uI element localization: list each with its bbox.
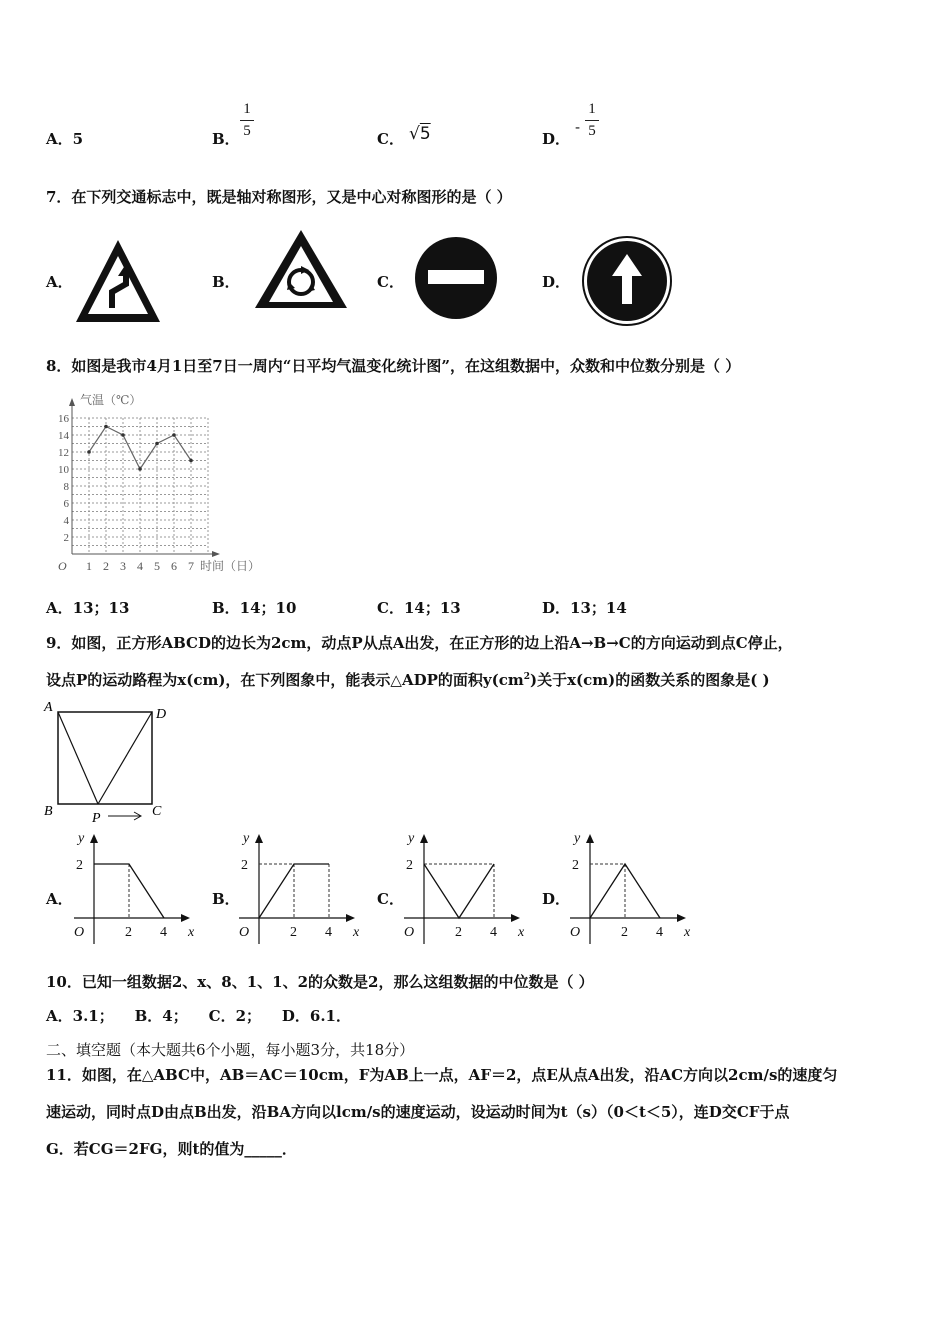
label-b: B <box>44 804 53 819</box>
q9-graph-a <box>66 830 206 948</box>
function-graph-line <box>424 864 494 918</box>
y-tick-label: 12 <box>58 447 69 459</box>
q11-line3: G．若CG＝2FG，则t的值为_____． <box>46 1140 297 1158</box>
label-p: P <box>92 811 101 826</box>
q7-option-d: D． <box>542 273 571 291</box>
origin-label: O <box>570 925 581 940</box>
x-tick-label: 3 <box>120 559 126 573</box>
x-tick-label: 2 <box>455 925 462 940</box>
y-tick-label: 6 <box>63 498 69 510</box>
label-a: A <box>44 700 53 715</box>
q9-option-b: B． <box>212 890 240 908</box>
y-axis-arrow-icon <box>255 834 263 843</box>
origin-label: O <box>74 925 85 940</box>
x-tick-label: 4 <box>656 925 663 940</box>
q7-option-c: C． <box>377 273 404 291</box>
q6-option-c-sqrt: √5 <box>409 124 431 144</box>
y-axis-arrow-icon <box>420 834 428 843</box>
y-axis-arrow-icon <box>69 398 75 406</box>
square-abcd-figure <box>40 696 180 826</box>
x-tick-label: 2 <box>103 559 109 573</box>
q6-option-b-fraction: 1 5 <box>240 101 254 140</box>
x-tick-label: 4 <box>160 925 167 940</box>
origin-label: O <box>404 925 415 940</box>
q9-graph-b <box>231 830 371 948</box>
y-axis-label: y <box>243 831 250 846</box>
q11-line1: 11．如图，在△ABC中，AB＝AC＝10cm，F为AB上一点，AF＝2，点E从点A出发，沿AC方向以2cm/s的速度匀 <box>46 1066 838 1084</box>
q9-graph-d <box>562 830 702 948</box>
y-tick-label: 4 <box>63 515 69 527</box>
x-tick-label: 7 <box>188 559 194 573</box>
x-tick-label: O <box>58 559 67 573</box>
x-tick-label: 4 <box>490 925 497 940</box>
y-axis-label: y <box>574 831 581 846</box>
curve-road-sign-icon <box>72 236 164 328</box>
q8-option-d: D．13；14 <box>542 599 627 617</box>
x-axis-arrow-icon <box>677 914 686 922</box>
data-point <box>172 433 176 437</box>
y-axis-arrow-icon <box>586 834 594 843</box>
y-axis-label: 气温（℃） <box>80 393 142 407</box>
x-axis-arrow-icon <box>181 914 190 922</box>
y-tick-label: 2 <box>63 532 69 544</box>
data-point <box>87 450 91 454</box>
x-tick-label: 2 <box>125 925 132 940</box>
y-tick-label: 2 <box>406 858 413 873</box>
q8-option-a: A．13；13 <box>46 599 130 617</box>
q9-option-d: D． <box>542 890 571 908</box>
y-tick-label: 2 <box>241 858 248 873</box>
q8-stem: 8．如图是我市4月1日至7日一周内“日平均气温变化统计图”，在这组数据中，众数和中位数分别是（ ） <box>46 357 741 375</box>
q6-option-d-letter: D． <box>542 130 571 148</box>
q9-line1: 9．如图，正方形ABCD的边长为2cm，动点P从点A出发，在正方形的边上沿A→B→C的方向运动到点C停止， <box>46 634 793 652</box>
no-entry-sign-icon <box>412 236 500 320</box>
q10-options: A．3.1； B．4； C．2； D．6.1． <box>46 1007 351 1025</box>
y-tick-label: 14 <box>58 430 69 442</box>
origin-label: O <box>239 925 250 940</box>
y-axis-arrow-icon <box>90 834 98 843</box>
q7-option-b: B． <box>212 273 240 291</box>
q8-option-b: B．14；10 <box>212 599 297 617</box>
q8-option-c: C．14；13 <box>377 599 461 617</box>
data-point <box>155 442 159 446</box>
data-point <box>189 459 193 463</box>
q6-option-a: A．5 <box>46 130 84 148</box>
straight-ahead-sign-icon <box>582 236 672 326</box>
q6-option-b-letter: B． <box>212 130 240 148</box>
x-tick-label: 5 <box>154 559 160 573</box>
y-tick-label: 16 <box>58 413 69 425</box>
q6-option-d-sign: - <box>575 118 581 136</box>
x-axis-label: 时间（日） <box>200 559 261 573</box>
section-title: 二、填空题（本大题共6个小题，每小题3分，共18分） <box>46 1041 415 1059</box>
x-axis-arrow-icon <box>511 914 520 922</box>
y-axis-label: y <box>78 831 85 846</box>
q9-graph-c <box>396 830 536 948</box>
x-axis-arrow-icon <box>346 914 355 922</box>
x-tick-label: 1 <box>86 559 92 573</box>
y-tick-label: 2 <box>76 858 83 873</box>
q6-option-d-fraction: 1 5 <box>585 101 599 140</box>
x-tick-label: 4 <box>137 559 143 573</box>
q9-option-a: A． <box>46 890 73 908</box>
x-axis-arrow-icon <box>212 551 220 557</box>
q11-line2: 速运动，同时点D由点B出发，沿BA方向以lcm/s的速度运动，设运动时间为t（s）（0＜t＜5），连D交CF于点 <box>46 1103 790 1121</box>
q7-option-a: A． <box>46 273 73 291</box>
x-axis-label: x <box>353 925 360 940</box>
q10-stem: 10．已知一组数据2、x、8、1、1、2的众数是2，那么这组数据的中位数是（ ） <box>46 973 594 991</box>
x-tick-label: 6 <box>171 559 177 573</box>
q6-option-c-letter: C． <box>377 130 404 148</box>
data-point <box>104 425 108 429</box>
q9-option-c: C． <box>377 890 404 908</box>
data-point <box>138 467 142 471</box>
label-d: D <box>156 707 167 722</box>
x-tick-label: 4 <box>325 925 332 940</box>
x-axis-label: x <box>518 925 525 940</box>
temperature-line-chart <box>52 390 274 580</box>
y-tick-label: 2 <box>572 858 579 873</box>
roundabout-sign-icon <box>253 228 349 312</box>
x-axis-label: x <box>188 925 195 940</box>
y-axis-label: y <box>408 831 415 846</box>
y-tick-label: 8 <box>63 481 69 493</box>
q7-stem: 7．在下列交通标志中，既是轴对称图形，又是中心对称图形的是（ ） <box>46 188 512 206</box>
chart-ticks <box>58 413 194 573</box>
data-point <box>121 433 125 437</box>
x-axis-label: x <box>684 925 691 940</box>
x-tick-label: 2 <box>290 925 297 940</box>
x-tick-label: 2 <box>621 925 628 940</box>
y-tick-label: 10 <box>58 464 69 476</box>
q9-line2: 设点P的运动路程为x(cm)，在下列图象中，能表示△ADP的面积$y(cm^2)$关于x(cm)的函数关系的图象是( ) <box>46 671 770 689</box>
chart-grid <box>72 418 208 554</box>
label-c: C <box>152 804 162 819</box>
